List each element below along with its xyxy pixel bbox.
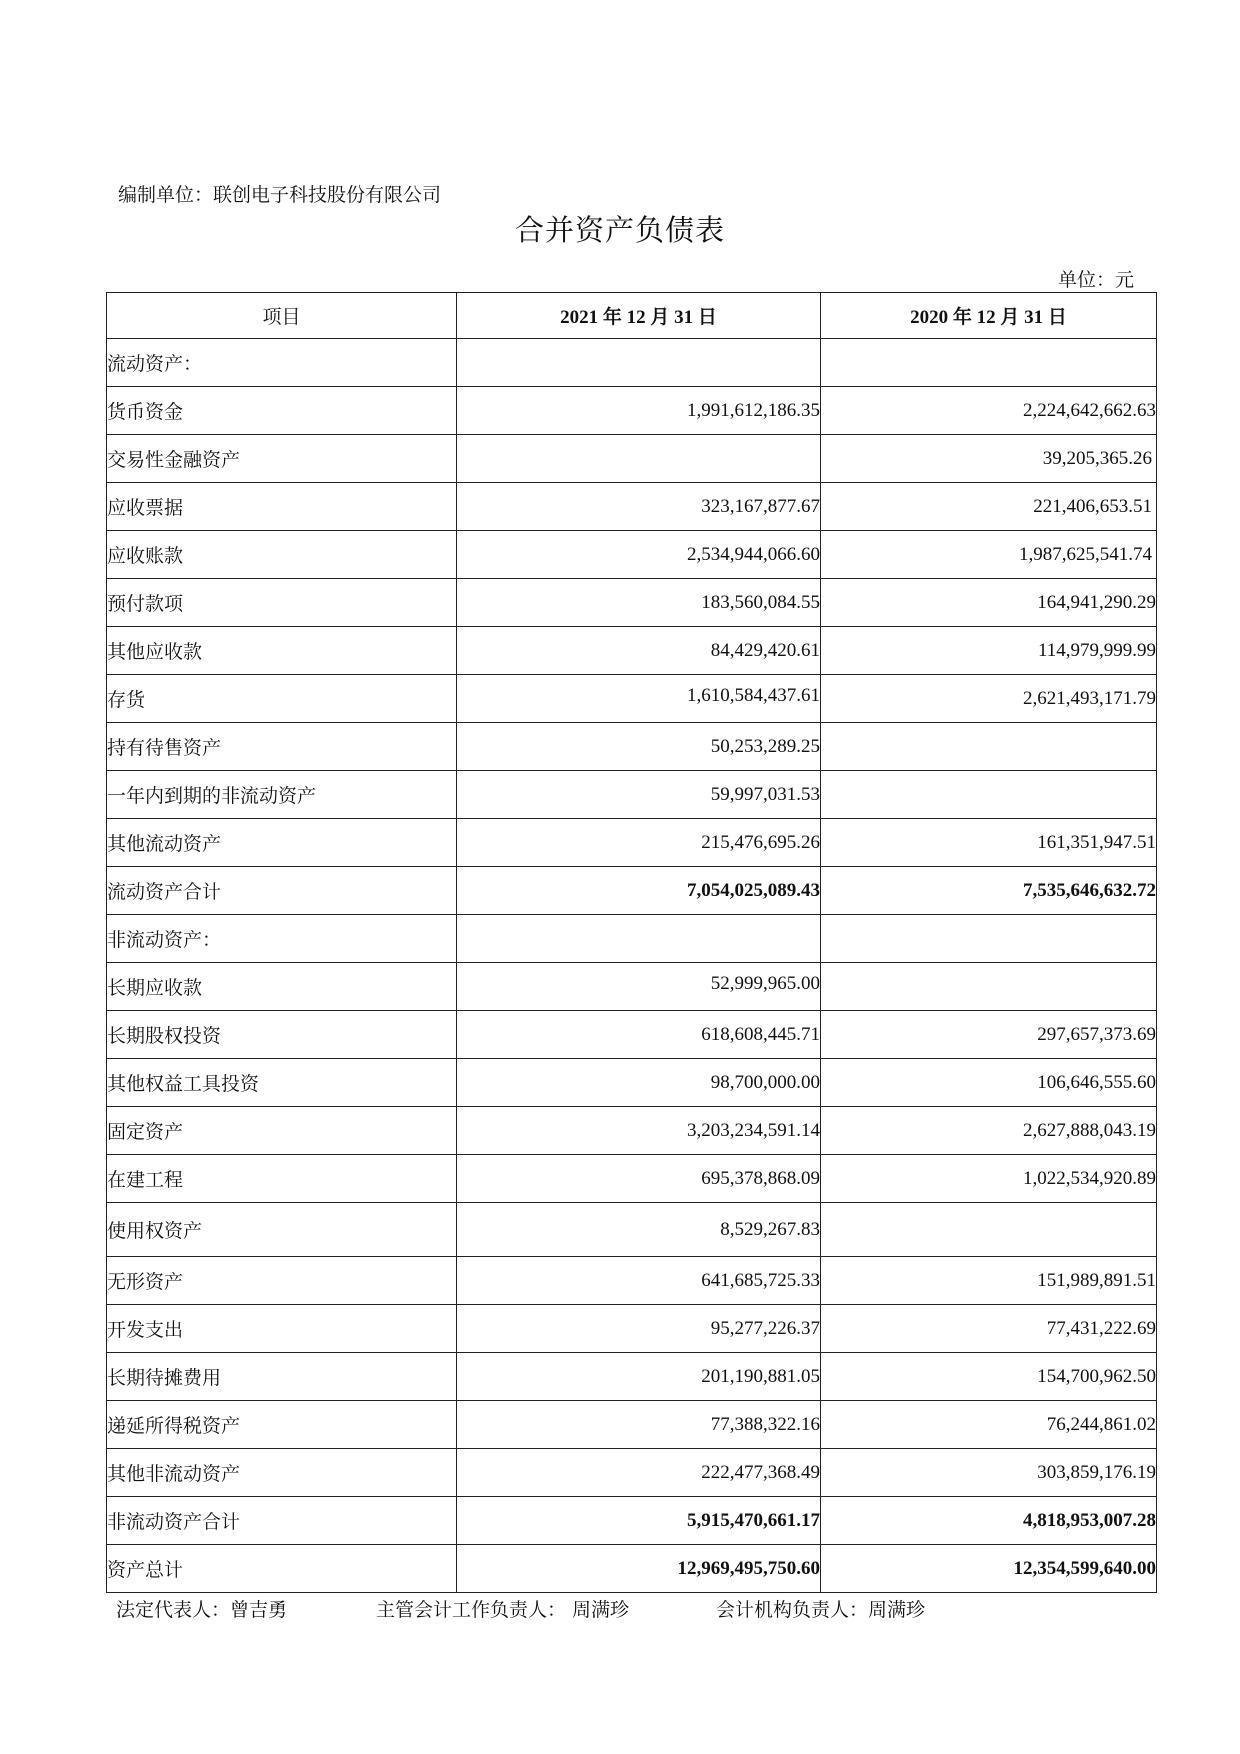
- value-2021: 641,685,725.33: [457, 1257, 821, 1305]
- row-label: 固定资产: [107, 1107, 457, 1155]
- table-row: [107, 723, 1157, 771]
- value-2020: 12,354,599,640.00: [821, 1545, 1157, 1593]
- value-2020: 106,646,555.60: [821, 1059, 1157, 1107]
- value-2021: 5,915,470,661.17: [457, 1497, 821, 1545]
- value-2020: 221,406,653.51: [821, 483, 1157, 531]
- value-2021: 77,388,322.16: [457, 1401, 821, 1449]
- compiling-unit: 编制单位：联创电子科技股份有限公司: [118, 184, 442, 206]
- value-2020: 2,224,642,662.63: [821, 387, 1157, 435]
- value-2021: 695,378,868.09: [457, 1155, 821, 1203]
- row-label: 一年内到期的非流动资产: [107, 771, 457, 819]
- table-row: [107, 339, 1157, 387]
- value-2020: 303,859,176.19: [821, 1449, 1157, 1497]
- accounting-org-head: 会计机构负责人：周满珍: [716, 1599, 926, 1621]
- value-2020: 297,657,373.69: [821, 1011, 1157, 1059]
- row-label: 无形资产: [107, 1257, 457, 1305]
- row-label: 其他应收款: [107, 627, 457, 675]
- value-2021: 201,190,881.05: [457, 1353, 821, 1401]
- value-2021: 1,991,612,186.35: [457, 387, 821, 435]
- row-label: 其他权益工具投资: [107, 1059, 457, 1107]
- value-2020: 154,700,962.50: [821, 1353, 1157, 1401]
- value-2021: 52,999,965.00: [457, 963, 821, 1011]
- accounting-head: 主管会计工作负责人： 周满珍: [376, 1599, 630, 1621]
- currency-unit: 单位：元: [1058, 269, 1135, 291]
- header-item: 项目: [107, 293, 457, 339]
- table-header-row: [107, 293, 1157, 339]
- row-label: 其他流动资产: [107, 819, 457, 867]
- subtotal-row: [107, 867, 1157, 915]
- table-row: [107, 1353, 1157, 1401]
- value-2021: [457, 915, 821, 963]
- table-row: [107, 387, 1157, 435]
- value-2021: 59,997,031.53: [457, 771, 821, 819]
- row-label: 流动资产：: [107, 339, 457, 387]
- value-2020: [821, 1203, 1157, 1257]
- value-2021: 2,534,944,066.60: [457, 531, 821, 579]
- table-row: [107, 963, 1157, 1011]
- section-header-row: [107, 915, 1157, 963]
- table-row: [107, 531, 1157, 579]
- table-row: [107, 579, 1157, 627]
- legal-representative: 法定代表人：曾吉勇: [116, 1599, 288, 1621]
- row-label: 递延所得税资产: [107, 1401, 457, 1449]
- value-2020: 2,627,888,043.19: [821, 1107, 1157, 1155]
- row-label: 长期待摊费用: [107, 1353, 457, 1401]
- value-2021: [457, 435, 821, 483]
- balance-sheet-table: [106, 292, 1157, 1593]
- value-2020: [821, 963, 1157, 1011]
- table-row: [107, 819, 1157, 867]
- value-2020: 161,351,947.51: [821, 819, 1157, 867]
- row-label: 应收票据: [107, 483, 457, 531]
- table-row: [107, 1203, 1157, 1257]
- row-label: 应收账款: [107, 531, 457, 579]
- row-label: 非流动资产合计: [107, 1497, 457, 1545]
- value-2020: 77,431,222.69: [821, 1305, 1157, 1353]
- value-2021: 8,529,267.83: [457, 1203, 821, 1257]
- value-2021: 7,054,025,089.43: [457, 867, 821, 915]
- row-label: 货币资金: [107, 387, 457, 435]
- header-2020: 2020 年 12 月 31 日: [821, 293, 1157, 339]
- value-2020: 2,621,493,171.79: [821, 675, 1157, 723]
- row-label: 持有待售资产: [107, 723, 457, 771]
- total-row: [107, 1545, 1157, 1593]
- row-label: 预付款项: [107, 579, 457, 627]
- value-2020: [821, 771, 1157, 819]
- row-label: 资产总计: [107, 1545, 457, 1593]
- table-row: [107, 1257, 1157, 1305]
- row-label: 长期股权投资: [107, 1011, 457, 1059]
- table-row: [107, 1011, 1157, 1059]
- row-label: 开发支出: [107, 1305, 457, 1353]
- table-row: [107, 1059, 1157, 1107]
- value-2020: 1,987,625,541.74: [821, 531, 1157, 579]
- value-2021: 12,969,495,750.60: [457, 1545, 821, 1593]
- row-label: 长期应收款: [107, 963, 457, 1011]
- value-2021: 98,700,000.00: [457, 1059, 821, 1107]
- value-2021: 95,277,226.37: [457, 1305, 821, 1353]
- value-2021: 323,167,877.67: [457, 483, 821, 531]
- row-label: 存货: [107, 675, 457, 723]
- value-2021: 222,477,368.49: [457, 1449, 821, 1497]
- table-row: [107, 435, 1157, 483]
- value-2020: 7,535,646,632.72: [821, 867, 1157, 915]
- subtotal-row: [107, 1497, 1157, 1545]
- value-2021: 3,203,234,591.14: [457, 1107, 821, 1155]
- value-2021: 215,476,695.26: [457, 819, 821, 867]
- table-row: [107, 675, 1157, 723]
- table-row: [107, 771, 1157, 819]
- value-2021: [457, 339, 821, 387]
- value-2021: 50,253,289.25: [457, 723, 821, 771]
- value-2020: 1,022,534,920.89: [821, 1155, 1157, 1203]
- value-2020: 151,989,891.51: [821, 1257, 1157, 1305]
- value-2021: 618,608,445.71: [457, 1011, 821, 1059]
- value-2020: 164,941,290.29: [821, 579, 1157, 627]
- value-2021: 1,610,584,437.61: [457, 675, 821, 723]
- row-label: 交易性金融资产: [107, 435, 457, 483]
- value-2021: 183,560,084.55: [457, 579, 821, 627]
- statement-title: 合并资产负债表: [514, 213, 725, 247]
- value-2020: 4,818,953,007.28: [821, 1497, 1157, 1545]
- value-2020: [821, 915, 1157, 963]
- value-2020: 114,979,999.99: [821, 627, 1157, 675]
- table-row: [107, 627, 1157, 675]
- value-2020: [821, 723, 1157, 771]
- value-2020: [821, 339, 1157, 387]
- table-row: [107, 1401, 1157, 1449]
- header-2021: 2021 年 12 月 31 日: [457, 293, 821, 339]
- value-2021: 84,429,420.61: [457, 627, 821, 675]
- table-row: [107, 1107, 1157, 1155]
- table-row: [107, 1305, 1157, 1353]
- value-2020: 39,205,365.26: [821, 435, 1157, 483]
- row-label: 在建工程: [107, 1155, 457, 1203]
- row-label: 其他非流动资产: [107, 1449, 457, 1497]
- table-row: [107, 483, 1157, 531]
- table-row: [107, 1155, 1157, 1203]
- row-label: 流动资产合计: [107, 867, 457, 915]
- row-label: 非流动资产：: [107, 915, 457, 963]
- value-2020: 76,244,861.02: [821, 1401, 1157, 1449]
- row-label: 使用权资产: [107, 1203, 457, 1257]
- table-row: [107, 1449, 1157, 1497]
